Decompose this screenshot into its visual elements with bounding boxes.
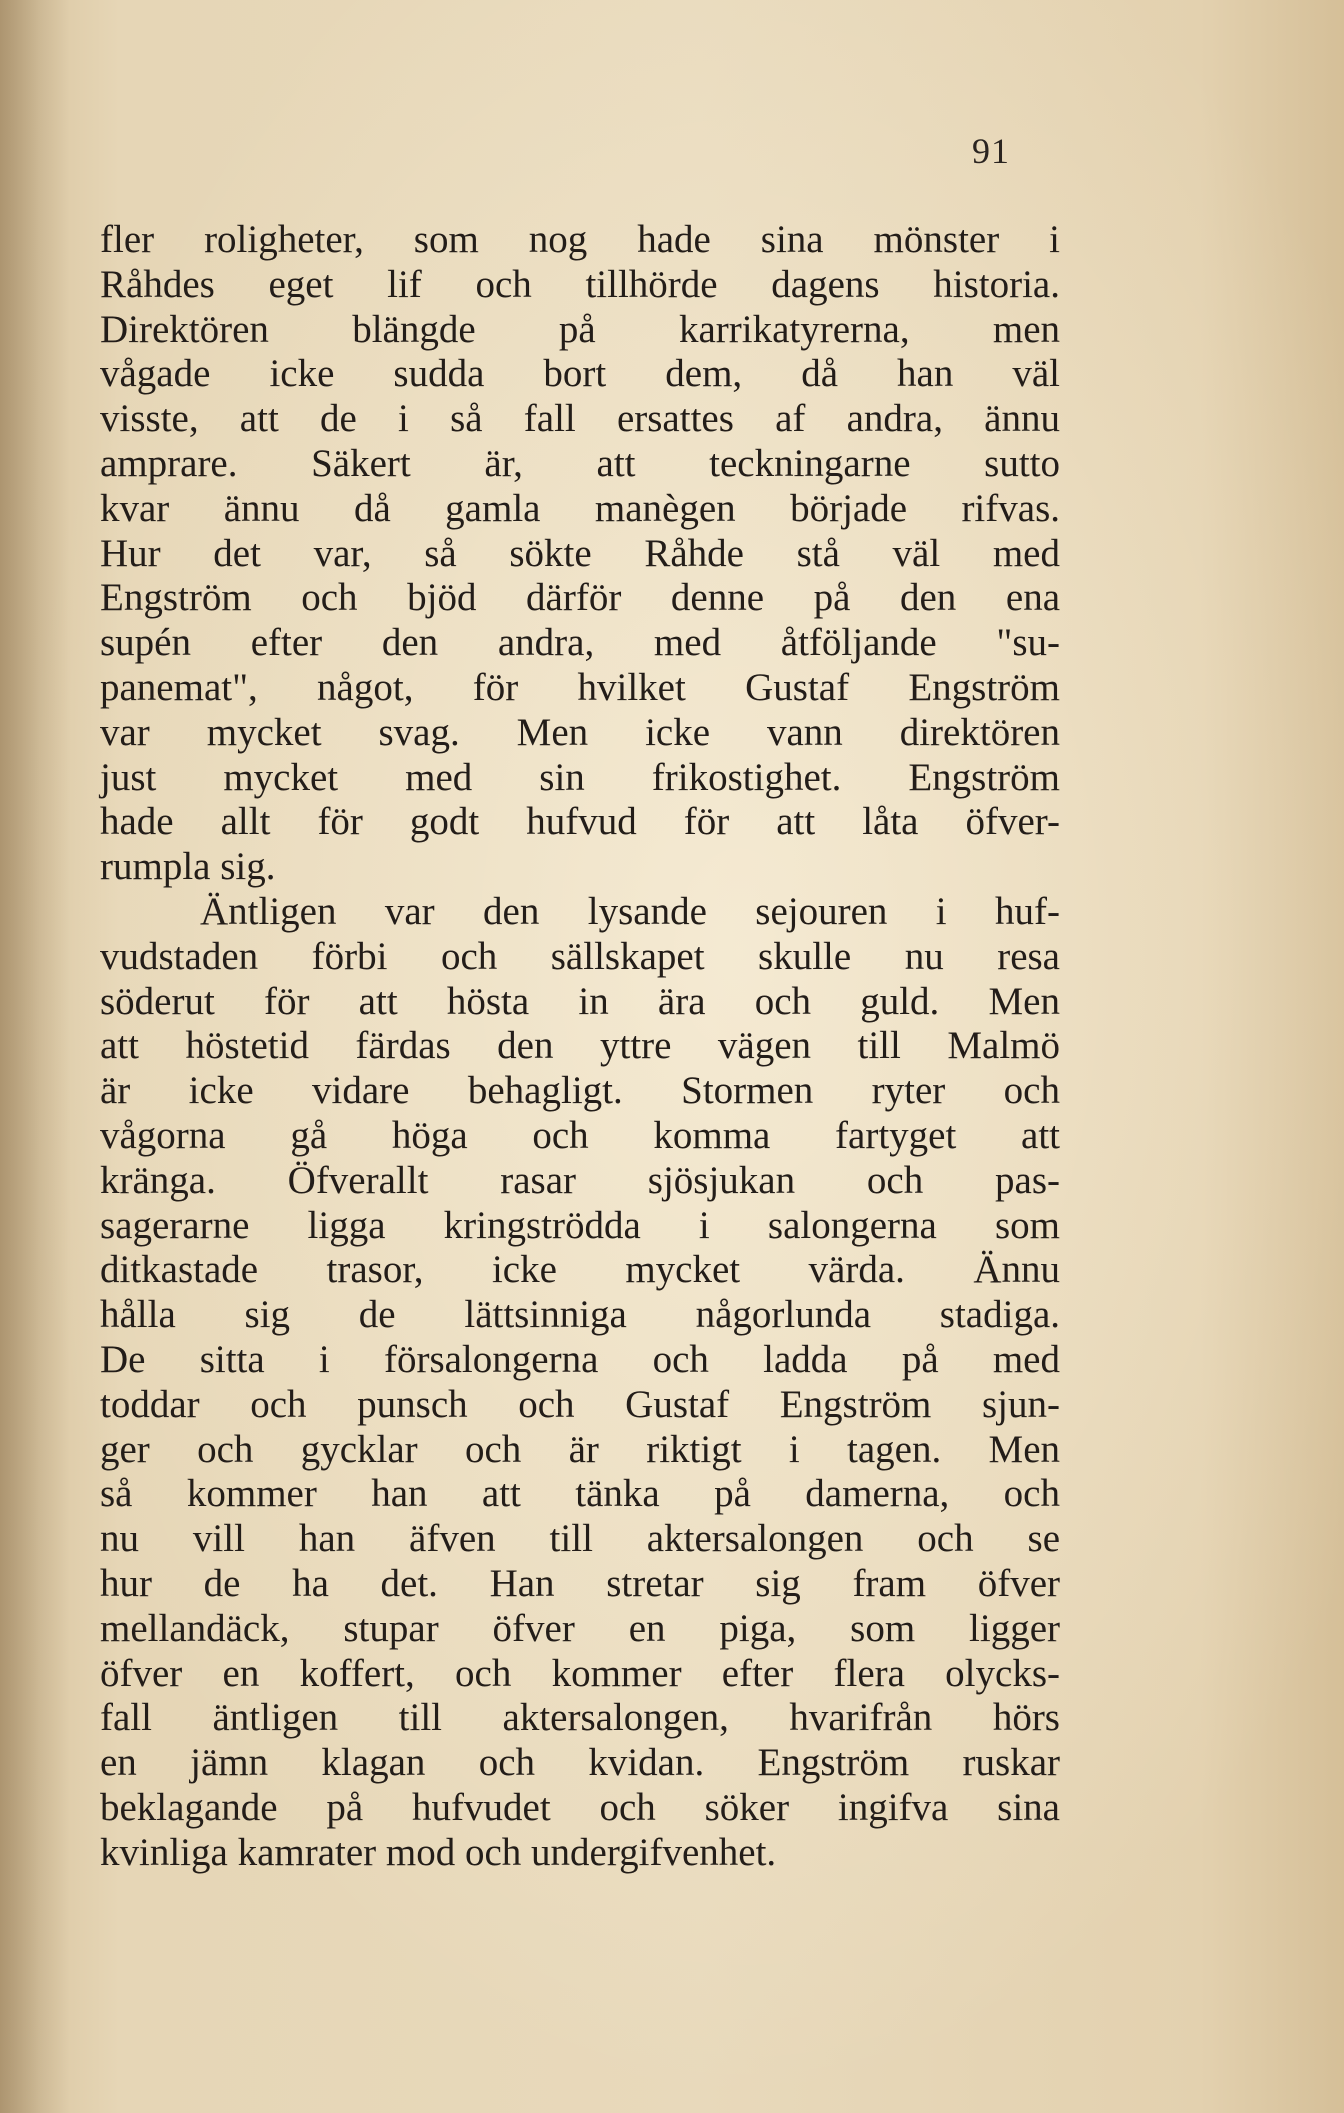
text-line: visste, att de i så fall ersattes af andra, ännu bbox=[100, 397, 1060, 441]
text-line: söderut för att hösta in ära och guld. Men bbox=[100, 979, 1060, 1023]
text-line: hålla sig de lättsinniga någorlunda stadiga. bbox=[100, 1293, 1060, 1337]
text-line: amprare. Säkert är, att teckningarne sutto bbox=[100, 441, 1060, 485]
text-line: Hur det var, så sökte Råhde stå väl med bbox=[100, 531, 1060, 575]
text-line: kränga. Öfverallt rasar sjösjukan och pas- bbox=[100, 1158, 1060, 1202]
text-line: sagerarne ligga kringströdda i salongerna som bbox=[100, 1203, 1060, 1247]
text-line: att höstetid färdas den yttre vägen till Malmö bbox=[100, 1024, 1060, 1068]
text-line: hur de ha det. Han stretar sig fram öfver bbox=[100, 1561, 1060, 1605]
text-line: kvar ännu då gamla manègen började rifvas. bbox=[100, 486, 1060, 530]
page-number: 91 bbox=[972, 131, 1010, 171]
text-line: beklagande på hufvudet och söker ingifva sina bbox=[100, 1785, 1060, 1829]
paragraph-first-line: Äntligen var den lysande sejouren i huf- bbox=[200, 889, 1060, 933]
text-line: så kommer han att tänka på damerna, och bbox=[100, 1472, 1060, 1516]
text-line: Råhdes eget lif och tillhörde dagens historia. bbox=[100, 262, 1060, 306]
text-line: fler roligheter, som nog hade sina mönster i bbox=[100, 218, 1060, 261]
text-line: Direktören blängde på karrikatyrerna, men bbox=[100, 307, 1060, 351]
text-line: vudstaden förbi och sällskapet skulle nu resa bbox=[100, 934, 1060, 978]
body-text bbox=[100, 218, 1060, 1875]
text-line: De sitta i försalongerna och ladda på med bbox=[100, 1337, 1060, 1381]
text-line: öfver en koffert, och kommer efter flera olycks- bbox=[100, 1651, 1060, 1695]
text-line: just mycket med sin frikostighet. Engström bbox=[100, 755, 1060, 799]
text-line: var mycket svag. Men icke vann direktören bbox=[100, 710, 1060, 754]
gutter-shadow bbox=[0, 0, 70, 2113]
text-line: hade allt för godt hufvud för att låta öfver- bbox=[100, 800, 1060, 844]
text-line: vågorna gå höga och komma fartyget att bbox=[100, 1113, 1060, 1157]
text-line: är icke vidare behagligt. Stormen ryter och bbox=[100, 1069, 1060, 1113]
text-line: supén efter den andra, med åtföljande "su- bbox=[100, 621, 1060, 665]
text-line: ditkastade trasor, icke mycket värda. Ännu bbox=[100, 1248, 1060, 1292]
text-line: kvinliga kamrater mod och undergifvenhet. bbox=[100, 1830, 777, 1874]
text-line: en jämn klagan och kvidan. Engström ruskar bbox=[100, 1741, 1060, 1785]
text-line: fall äntligen till aktersalongen, hvarifrån hörs bbox=[100, 1696, 1060, 1740]
text-line: mellandäck, stupar öfver en piga, som ligger bbox=[100, 1606, 1060, 1650]
text-line: Engström och bjöd därför denne på den ena bbox=[100, 576, 1060, 620]
text-line: nu vill han äfven till aktersalongen och se bbox=[100, 1517, 1060, 1561]
text-line: toddar och punsch och Gustaf Engström sjun- bbox=[100, 1382, 1060, 1426]
text-line: rumpla sig. bbox=[100, 845, 276, 889]
text-line: ger och gycklar och är riktigt i tagen. Men bbox=[100, 1427, 1060, 1471]
text-line: vågade icke sudda bort dem, då han väl bbox=[100, 352, 1060, 396]
text-line: panemat", något, för hvilket Gustaf Engström bbox=[100, 665, 1060, 709]
